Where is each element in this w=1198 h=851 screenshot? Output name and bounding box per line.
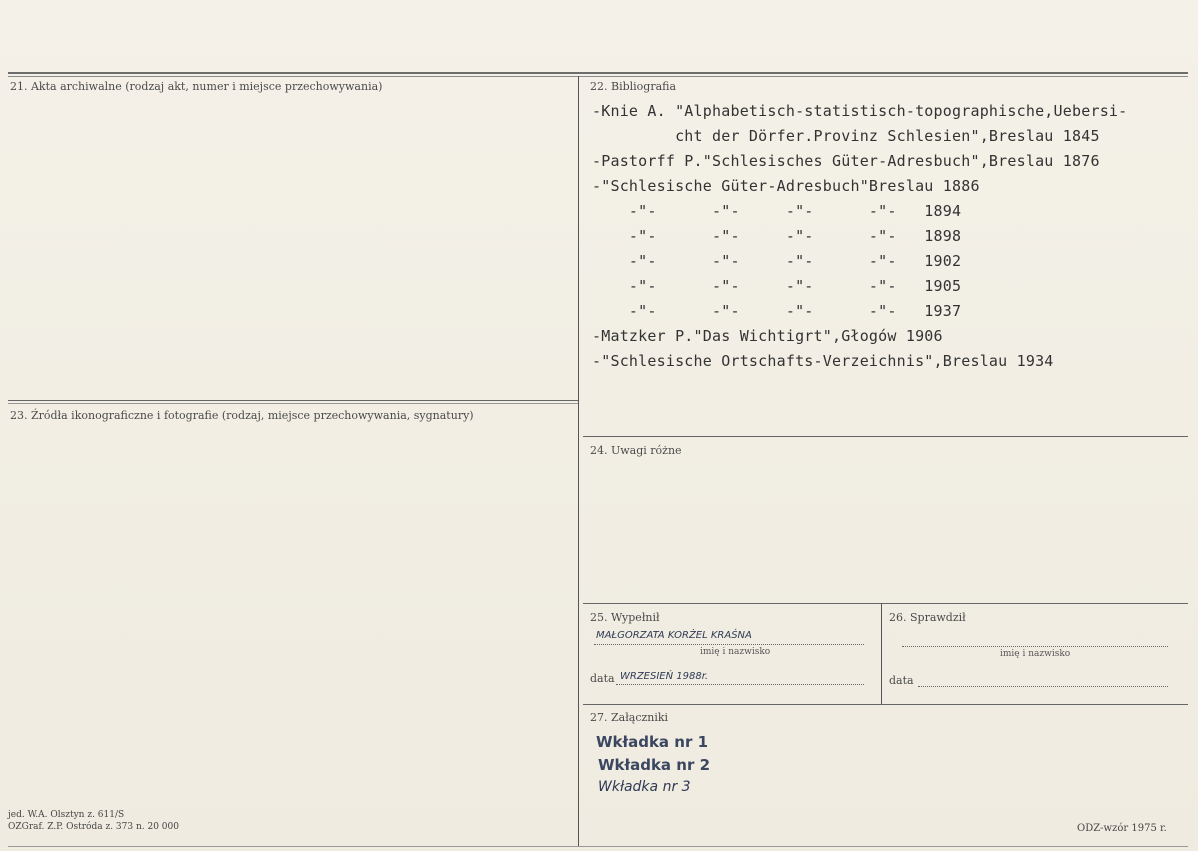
center-divider <box>578 76 579 846</box>
divider-22-24 <box>583 436 1188 437</box>
bibliography-line: -"- -"- -"- -"- 1905 <box>592 277 962 295</box>
bibliography-line: -Knie A. "Alphabetisch-statistisch-topographische,Uebersi- <box>592 102 1128 120</box>
bibliography-line: -"Schlesische Ortschafts-Verzeichnis",Breslau 1934 <box>592 352 1054 370</box>
section-27-label: 27. Załączniki <box>590 711 669 724</box>
filled-by-name-caption: imię i nazwisko <box>700 647 771 657</box>
section-24-label: 24. Uwagi różne <box>590 444 682 457</box>
bibliography-line: -"- -"- -"- -"- 1902 <box>592 252 962 270</box>
filled-by-name-line <box>594 644 864 645</box>
attachment-item: Wkładka nr 1 <box>596 733 709 751</box>
bottom-rule <box>8 846 1188 847</box>
form-designation: ODZ-wzór 1975 r. <box>1077 823 1167 834</box>
section-22-label: 22. Bibliografia <box>590 80 677 93</box>
filled-by-name: MAŁGORZATA KORŻEL KRAŚNA <box>596 630 752 641</box>
section-23-label: 23. Źródła ikonograficzne i fotografie (rodzaj, miejsce przechowywania, sygnatury) <box>10 409 474 422</box>
checked-by-name-line <box>902 646 1168 647</box>
bibliography-line: -"- -"- -"- -"- 1937 <box>592 302 962 320</box>
top-rule <box>8 72 1188 74</box>
bibliography-line: -Pastorff P."Schlesisches Güter-Adresbuch",Breslau 1876 <box>592 152 1100 170</box>
checked-by-date-line <box>918 686 1168 687</box>
bibliography-line: -Matzker P."Das Wichtigrt",Głogów 1906 <box>592 327 943 345</box>
checked-by-name-caption: imię i nazwisko <box>1000 649 1071 659</box>
divider-21-23-secondary <box>8 403 578 404</box>
section-21-label: 21. Akta archiwalne (rodzaj akt, numer i miejsce przechowywania) <box>10 80 383 93</box>
divider-24-25 <box>583 603 1188 604</box>
section-26-label: 26. Sprawdził <box>889 611 966 624</box>
filled-by-date-line <box>616 684 864 685</box>
divider-25-26 <box>881 603 882 704</box>
divider-21-23 <box>8 400 578 401</box>
attachment-item: Wkładka nr 2 <box>598 756 711 774</box>
bibliography-line: -"Schlesische Güter-Adresbuch"Breslau 1886 <box>592 177 980 195</box>
bibliography-line: -"- -"- -"- -"- 1898 <box>592 227 962 245</box>
filled-by-date-value: WRZESIEŃ 1988r. <box>620 671 709 682</box>
checked-by-date-label: data <box>889 674 914 687</box>
section-25-label: 25. Wypełnił <box>590 611 660 624</box>
bibliography-line: cht der Dörfer.Provinz Schlesien",Breslau 1845 <box>592 127 1100 145</box>
top-rule-secondary <box>8 76 1188 77</box>
divider-25-27 <box>583 704 1188 705</box>
footer-line-2: OZGraf. Z.P. Ostróda z. 373 n. 20 000 <box>8 822 179 832</box>
filled-by-date-label: data <box>590 672 615 685</box>
attachment-item: Wkładka nr 3 <box>598 779 691 795</box>
footer-line-1: jed. W.A. Olsztyn z. 611/S <box>8 810 125 820</box>
bibliography-line: -"- -"- -"- -"- 1894 <box>592 202 962 220</box>
